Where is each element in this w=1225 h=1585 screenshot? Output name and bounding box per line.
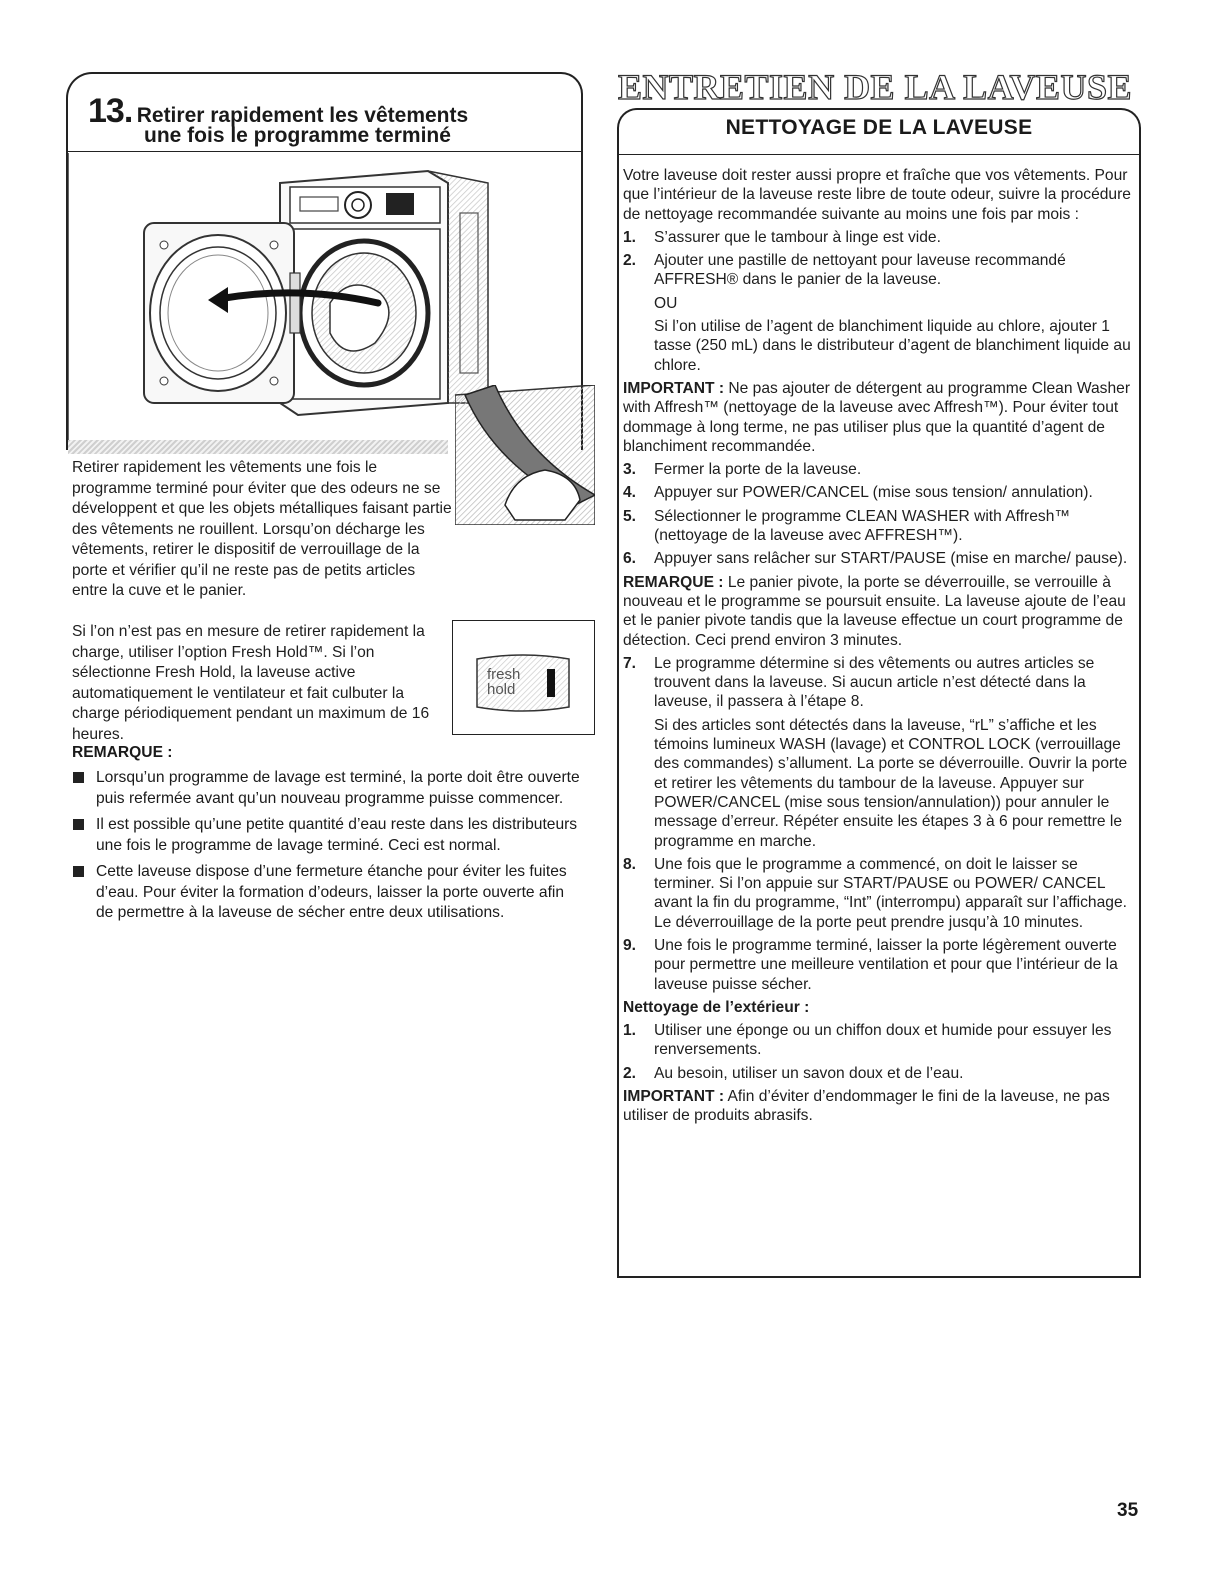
step-number: 5. bbox=[623, 507, 637, 525]
important-text: Afin d’éviter d’endommager le fini de la laveuse, ne pas utiliser de produits abrasifs. bbox=[623, 1088, 1110, 1125]
section-title: ENTRETIEN DE LA LAVEUSE bbox=[618, 67, 1133, 107]
step-number: 2. bbox=[623, 252, 637, 270]
step-item-1 bbox=[623, 228, 1133, 247]
bullet-item bbox=[72, 768, 582, 809]
bullet-item bbox=[72, 815, 582, 856]
step-number: 6. bbox=[623, 550, 637, 568]
bullet-square-icon bbox=[73, 819, 84, 830]
nettoyage-content bbox=[623, 166, 1133, 1130]
step-text: Sélectionner le programme CLEAN WASHER with Affresh™ (nettoyage de la laveuse avec AFFRESH™). bbox=[654, 507, 1070, 545]
step-number: 8. bbox=[623, 855, 637, 873]
fresh-hold-icon-label bbox=[487, 667, 520, 697]
bullet-text: Il est possible qu’une petite quantité d’eau reste dans les distributeurs une fois le programme de lavage terminé. Ceci est normal. bbox=[96, 816, 578, 854]
step-2-or: OU bbox=[654, 294, 678, 312]
step-item-7 bbox=[623, 654, 1133, 712]
remarque-text: Le panier pivote, la porte se déverrouille, se verrouille à nouveau et le programme se poursuit ensuite. La laveuse ajoute de l’eau et le panier pivote tandis que la laveuse effectue un court programme de détection. Ceci prend environ 3 minutes. bbox=[623, 573, 1126, 649]
paragraph-retirer: Retirer rapidement les vêtements une fois le programme terminé pour éviter que des odeurs ne se développent et que les objets métalliques faisant partie des vêtements ne rouillent. Lorsqu’on décharge les vêtements, retirer le dispositif de verrouillage de la porte et vérifier qu’il ne reste pas de petits articles entre la cuve et le panier. bbox=[72, 459, 452, 599]
important-note-2 bbox=[623, 1087, 1133, 1126]
header-divider bbox=[66, 151, 583, 152]
intro-paragraph: Votre laveuse doit rester aussi propre et fraîche que vos vêtements. Pour que l’intérieur de la laveuse reste libre de toute odeur, suivre la procédure de nettoyage recommandée suivante au moins une fois par mois : bbox=[623, 167, 1131, 223]
bullet-square-icon bbox=[73, 772, 84, 783]
step-number: 1. bbox=[623, 228, 637, 246]
step-text: Appuyer sur POWER/CANCEL (mise sous tension/ annulation). bbox=[654, 484, 1093, 502]
step-text: Une fois le programme terminé, laisser la porte légèrement ouverte pour permettre une meilleure ventilation et pour que l’intérieur de la laveuse puisse sécher. bbox=[654, 936, 1118, 993]
important-label: IMPORTANT : bbox=[623, 1088, 725, 1106]
paragraph-fresh-hold: Si l’on n’est pas en mesure de retirer rapidement la charge, utiliser l’option Fresh Hold™. Si l’on sélectionne Fresh Hold, la laveuse active automatiquement le ventilateur et fait culbuter la charge périodiquement pendant un maximum de 16 heures. bbox=[72, 623, 430, 743]
step-number: 3. bbox=[623, 461, 637, 479]
step-number: 9. bbox=[623, 936, 637, 954]
bullet-square-icon bbox=[73, 866, 84, 877]
step-item-2 bbox=[623, 251, 1133, 290]
step-text: Une fois que le programme a commencé, on doit le laisser se terminer. Si l’on appuie sur START/PAUSE ou POWER/ CANCEL avant la fin du programme, “Int” (interrompu) apparaît sur l’affichage. Le déverrouillage de la porte peut prendre jusqu’à 10 minutes. bbox=[654, 855, 1127, 931]
nettoyage-box-bottom bbox=[617, 1276, 1141, 1278]
remarque-label: REMARQUE : bbox=[623, 573, 724, 591]
fresh-hold-box bbox=[452, 620, 595, 735]
step-title-line2: une fois le programme terminé bbox=[144, 124, 451, 147]
nettoyage-title: NETTOYAGE DE LA LAVEUSE bbox=[725, 116, 1033, 139]
ext-step-2 bbox=[623, 1064, 1133, 1083]
bullet-item bbox=[72, 862, 582, 924]
step-item-8 bbox=[623, 855, 1133, 932]
step-2-alt: Si l’on utilise de l’agent de blanchiment liquide au chlore, ajouter 1 tasse (250 mL) dans le distributeur d’agent de blanchiment liquide au chlore. bbox=[654, 318, 1131, 374]
bullet-text: Cette laveuse dispose d’une fermeture étanche pour éviter les fuites d’eau. Pour éviter la formation d’odeurs, laisser la porte ouverte afin de permettre à la laveuse de sécher entre deux utilisations. bbox=[96, 863, 567, 921]
step-text: S’assurer que le tambour à linge est vide. bbox=[654, 228, 941, 246]
step-item-9 bbox=[623, 936, 1133, 994]
fresh-label: fresh bbox=[487, 666, 521, 683]
step-number: 7. bbox=[623, 654, 637, 672]
step-item-5 bbox=[623, 507, 1133, 546]
ext-step-1 bbox=[623, 1021, 1133, 1060]
exterieur-heading: Nettoyage de l’extérieur : bbox=[623, 998, 810, 1016]
important-note-1 bbox=[623, 379, 1133, 456]
door-seal-hand-illustration bbox=[455, 385, 595, 525]
step-number: 4. bbox=[623, 484, 637, 502]
step-number: 2. bbox=[623, 1064, 637, 1082]
important-text: Ne pas ajouter de détergent au programme Clean Washer with Affresh™ (nettoyage de la laveuse avec Affresh™). Pour éviter tout dommage à long terme, ne pas utiliser plus que la quantité d’agent de blanchiment recommandée. bbox=[623, 379, 1131, 455]
step-title-line1: Retirer rapidement les vêtements bbox=[136, 104, 469, 127]
bullet-text: Lorsqu’un programme de lavage est terminé, la porte doit être ouverte puis refermée avant qu’un nouveau programme puisse commencer. bbox=[96, 769, 580, 807]
step-text: Ajouter une pastille de nettoyant pour laveuse recommandé AFFRESH® dans le panier de la laveuse. bbox=[654, 252, 1066, 289]
step-item-4 bbox=[623, 483, 1133, 502]
step-text: Le programme détermine si des vêtements ou autres articles se trouvent dans la laveuse. Si aucun article n’est détecté dans la laveuse, il passera à l’étape 8. bbox=[654, 654, 1095, 711]
page-number: 35 bbox=[1117, 1500, 1139, 1521]
remarque-label-left: REMARQUE : bbox=[72, 744, 173, 761]
remarque-note bbox=[623, 573, 1133, 650]
remarque-bullet-list bbox=[72, 768, 582, 930]
illustration-shadow bbox=[68, 440, 448, 454]
step-number: 1. bbox=[623, 1022, 637, 1040]
step-text: Appuyer sans relâcher sur START/PAUSE (mise en marche/ pause). bbox=[654, 550, 1128, 568]
hold-label: hold bbox=[487, 681, 516, 698]
step-text: Utiliser une éponge ou un chiffon doux et humide pour essuyer les renversements. bbox=[654, 1022, 1112, 1059]
step-text: Fermer la porte de la laveuse. bbox=[654, 461, 862, 479]
step-item-3 bbox=[623, 460, 1133, 479]
step-13-header bbox=[88, 92, 568, 147]
step-item-6 bbox=[623, 549, 1133, 568]
step-7-detail: Si des articles sont détectés dans la laveuse, “rL” s’affiche et les témoins lumineux WASH (lavage) et CONTROL LOCK (verrouillage des commandes) s’allument. La porte se déverrouille. Ouvrir la porte et retirer les vêtements du tambour de la laveuse. Appuyer sur POWER/CANCEL (mise sous tension/annulation)) pour annuler le message d’erreur. Répéter ensuite les étapes 3 à 6 pour remettre le programme en marche. bbox=[654, 716, 1128, 850]
step-text: Au besoin, utiliser un savon doux et de l’eau. bbox=[654, 1064, 964, 1082]
step-number: 13. bbox=[88, 92, 133, 130]
important-label: IMPORTANT : bbox=[623, 379, 725, 397]
nettoyage-divider bbox=[617, 154, 1141, 155]
